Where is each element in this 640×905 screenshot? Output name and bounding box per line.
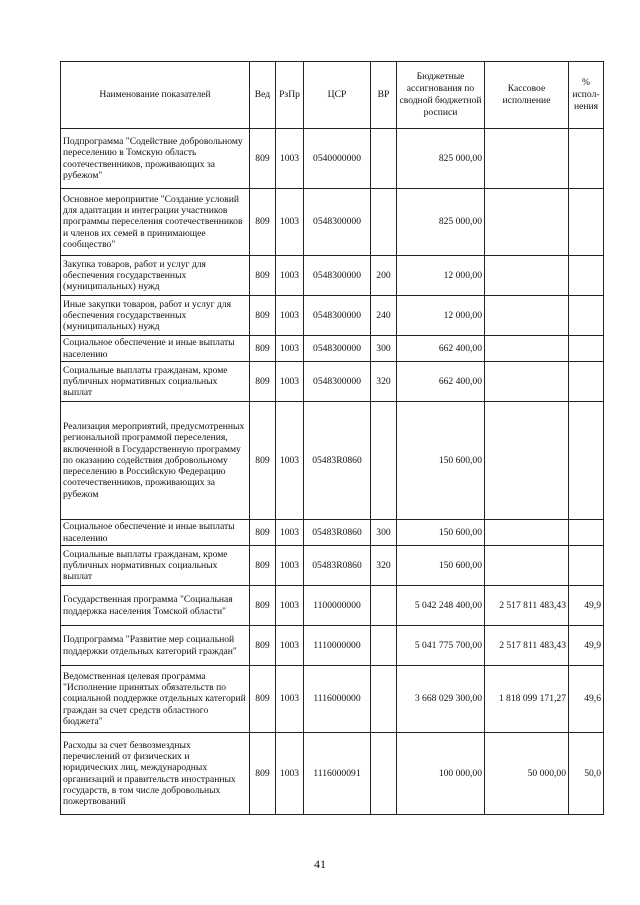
table-row	[61, 129, 604, 189]
table-row	[61, 586, 604, 626]
row-pct: 49,9	[569, 586, 604, 626]
row-csr: 1110000000	[304, 626, 371, 666]
header-csr: ЦСР	[304, 62, 371, 129]
row-name: Основное мероприятие "Создание условий для адаптации и интеграции участников программы переселения соотечественников и членов их семей в принимающее сообщество"	[61, 189, 250, 256]
row-ved: 809	[250, 546, 276, 586]
row-ved: 809	[250, 520, 276, 546]
row-vr	[371, 733, 397, 815]
row-budget: 5 042 248 400,00	[397, 586, 485, 626]
row-rzpr: 1003	[276, 336, 304, 362]
row-rzpr: 1003	[276, 296, 304, 336]
row-cash	[485, 362, 569, 402]
row-budget: 825 000,00	[397, 189, 485, 256]
header-ved: Вед	[250, 62, 276, 129]
header-rzpr: РзПр	[276, 62, 304, 129]
row-budget: 662 400,00	[397, 336, 485, 362]
row-ved: 809	[250, 733, 276, 815]
row-pct	[569, 546, 604, 586]
row-csr: 1116000000	[304, 666, 371, 733]
row-rzpr: 1003	[276, 129, 304, 189]
row-cash	[485, 256, 569, 296]
row-vr	[371, 402, 397, 520]
row-budget: 3 668 029 300,00	[397, 666, 485, 733]
row-name: Социальные выплаты гражданам, кроме публичных нормативных социальных выплат	[61, 546, 250, 586]
row-csr: 1116000091	[304, 733, 371, 815]
table-row	[61, 520, 604, 546]
table-row	[61, 666, 604, 733]
row-name: Социальное обеспечение и иные выплаты населению	[61, 520, 250, 546]
row-budget: 825 000,00	[397, 129, 485, 189]
row-ved: 809	[250, 129, 276, 189]
page-number: 41	[314, 857, 326, 871]
row-vr: 300	[371, 336, 397, 362]
budget-table	[60, 61, 604, 815]
table-row	[61, 733, 604, 815]
row-name: Ведомственная целевая программа "Исполнение принятых обязательств по социальной поддержке отдельных категорий граждан за счет средств областного бюджета"	[61, 666, 250, 733]
row-rzpr: 1003	[276, 362, 304, 402]
row-csr: 0548300000	[304, 296, 371, 336]
row-ved: 809	[250, 336, 276, 362]
row-pct: 49,6	[569, 666, 604, 733]
row-cash: 2 517 811 483,43	[485, 626, 569, 666]
row-ved: 809	[250, 362, 276, 402]
table-row	[61, 546, 604, 586]
row-rzpr: 1003	[276, 666, 304, 733]
row-budget: 150 600,00	[397, 520, 485, 546]
row-pct: 50,0	[569, 733, 604, 815]
row-csr: 05483R0860	[304, 546, 371, 586]
header-budget: Бюджетные ассигнования по сводной бюджетной росписи	[397, 62, 485, 129]
row-ved: 809	[250, 666, 276, 733]
row-cash	[485, 189, 569, 256]
row-name: Иные закупки товаров, работ и услуг для обеспечения государственных (муниципальных) нужд	[61, 296, 250, 336]
row-rzpr: 1003	[276, 586, 304, 626]
row-rzpr: 1003	[276, 402, 304, 520]
row-name: Социальное обеспечение и иные выплаты населению	[61, 336, 250, 362]
row-rzpr: 1003	[276, 520, 304, 546]
row-pct	[569, 336, 604, 362]
row-name: Закупка товаров, работ и услуг для обеспечения государственных (муниципальных) нужд	[61, 256, 250, 296]
row-name: Реализация мероприятий, предусмотренных региональной программой переселения, включенной в Государственную программу по оказанию содействия добровольному переселению в Российскую Федерацию соотечественников, проживающих за рубежом	[61, 402, 250, 520]
table-header-row	[61, 62, 604, 129]
row-csr: 1100000000	[304, 586, 371, 626]
row-budget: 100 000,00	[397, 733, 485, 815]
row-budget: 150 600,00	[397, 546, 485, 586]
row-name: Подпрограмма "Содействие добровольному переселению в Томскую область соотечественников, проживающих за рубежом"	[61, 129, 250, 189]
row-vr	[371, 189, 397, 256]
table-row	[61, 296, 604, 336]
row-cash	[485, 296, 569, 336]
row-budget: 12 000,00	[397, 296, 485, 336]
header-cash: Кассовое исполнение	[485, 62, 569, 129]
row-ved: 809	[250, 189, 276, 256]
row-csr: 0548300000	[304, 362, 371, 402]
row-rzpr: 1003	[276, 189, 304, 256]
row-csr: 0548300000	[304, 336, 371, 362]
row-csr: 0548300000	[304, 189, 371, 256]
row-ved: 809	[250, 402, 276, 520]
row-ved: 809	[250, 296, 276, 336]
row-cash	[485, 336, 569, 362]
header-name: Наименование показателей	[61, 62, 250, 129]
row-name: Подпрограмма "Развитие мер социальной поддержки отдельных категорий граждан"	[61, 626, 250, 666]
row-vr	[371, 129, 397, 189]
row-cash: 50 000,00	[485, 733, 569, 815]
table-row	[61, 336, 604, 362]
row-csr: 05483R0860	[304, 520, 371, 546]
header-vr: ВР	[371, 62, 397, 129]
row-ved: 809	[250, 586, 276, 626]
row-pct	[569, 129, 604, 189]
row-vr: 200	[371, 256, 397, 296]
row-rzpr: 1003	[276, 546, 304, 586]
row-pct	[569, 362, 604, 402]
row-pct	[569, 296, 604, 336]
row-csr: 0540000000	[304, 129, 371, 189]
row-vr: 240	[371, 296, 397, 336]
row-pct: 49,9	[569, 626, 604, 666]
row-budget: 12 000,00	[397, 256, 485, 296]
row-ved: 809	[250, 626, 276, 666]
row-name: Социальные выплаты гражданам, кроме публичных нормативных социальных выплат	[61, 362, 250, 402]
row-vr: 320	[371, 546, 397, 586]
row-vr: 320	[371, 362, 397, 402]
row-cash: 1 818 099 171,27	[485, 666, 569, 733]
table-row	[61, 256, 604, 296]
row-cash	[485, 402, 569, 520]
row-budget: 150 600,00	[397, 402, 485, 520]
row-pct	[569, 189, 604, 256]
table-row	[61, 402, 604, 520]
table-row	[61, 362, 604, 402]
row-budget: 662 400,00	[397, 362, 485, 402]
row-rzpr: 1003	[276, 626, 304, 666]
row-vr	[371, 666, 397, 733]
row-csr: 0548300000	[304, 256, 371, 296]
row-cash	[485, 129, 569, 189]
row-cash	[485, 546, 569, 586]
row-ved: 809	[250, 256, 276, 296]
row-cash: 2 517 811 483,43	[485, 586, 569, 626]
row-pct	[569, 402, 604, 520]
row-name: Расходы за счет безвозмездных перечислений от физических и юридических лиц, международных организаций и правительств иностранных государств, в том числе добровольных пожертвований	[61, 733, 250, 815]
row-vr	[371, 626, 397, 666]
row-name: Государственная программа "Социальная поддержка населения Томской области"	[61, 586, 250, 626]
header-pct: % испол-нения	[569, 62, 604, 129]
row-budget: 5 041 775 700,00	[397, 626, 485, 666]
table-row	[61, 626, 604, 666]
row-vr	[371, 586, 397, 626]
row-csr: 05483R0860	[304, 402, 371, 520]
row-rzpr: 1003	[276, 733, 304, 815]
row-pct	[569, 256, 604, 296]
row-rzpr: 1003	[276, 256, 304, 296]
table-row	[61, 189, 604, 256]
row-cash	[485, 520, 569, 546]
row-vr: 300	[371, 520, 397, 546]
row-pct	[569, 520, 604, 546]
